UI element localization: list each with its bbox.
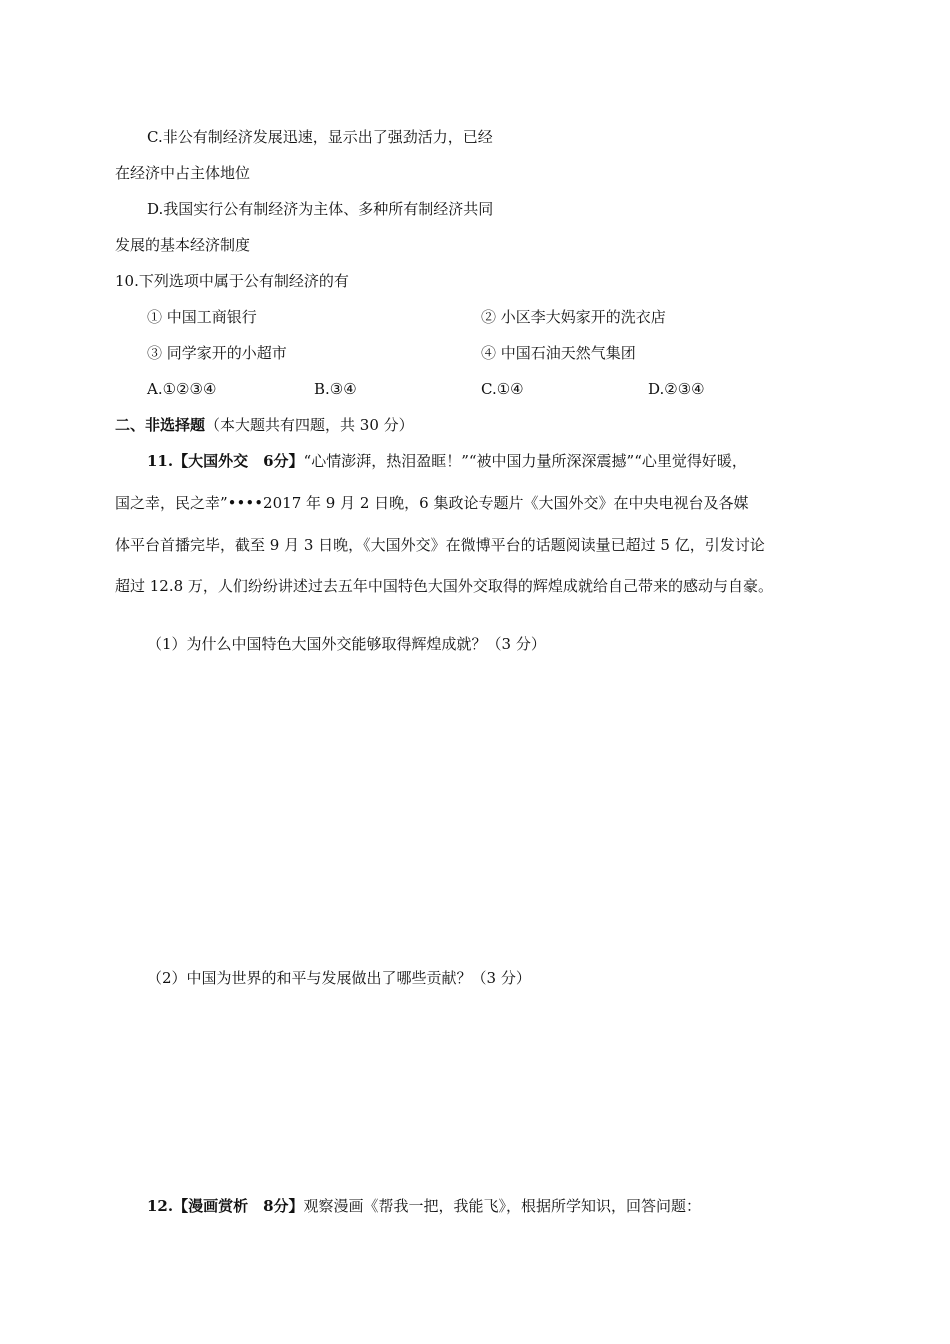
q9-option-c-line2: 在经济中占主体地位 [115,164,251,182]
q11-line3: 体平台首播完毕，截至 9 月 3 日晚，《大国外交》在微博平台的话题阅读量已超过 5 亿，引发讨论 [115,536,765,554]
q10-stem: 10.下列选项中属于公有制经济的有 [115,272,349,290]
q10-item-4: ④ 中国石油天然气集团 [481,344,636,362]
q10-item-3: ③ 同学家开的小超市 [147,344,287,362]
q12-stem [147,1196,701,1216]
q9-option-d-line2: 发展的基本经济制度 [115,236,251,254]
q9-option-d-line1: D.我国实行公有制经济为主体、多种所有制经济共同 [147,200,494,218]
q11-subquestion-2: （2）中国为世界的和平与发展做出了哪些贡献？（3 分） [147,969,531,987]
section-heading [115,415,414,435]
q10-choice-b: B.③④ [314,380,357,398]
q10-choice-c: C.①④ [481,380,524,398]
q10-choice-d: D.②③④ [648,380,705,398]
q11-line4: 超过 12.8 万，人们纷纷讲述过去五年中国特色大国外交取得的辉煌成就给自己带来的感动与自豪。 [115,577,773,595]
q11-subquestion-1: （1）为什么中国特色大国外交能够取得辉煌成就？（3 分） [147,635,546,653]
q9-option-c-line1: C.非公有制经济发展迅速，显示出了强劲活力，已经 [147,128,493,146]
q10-item-1: ① 中国工商银行 [147,308,257,326]
q10-choice-a: A.①②③④ [147,380,217,398]
q11-line1 [147,451,747,471]
q12-tag: 12.【漫画赏析 8分】 [147,1197,304,1215]
section-note: （本大题共有四题，共 30 分） [205,416,414,434]
q10-item-2: ② 小区李大妈家开的洗衣店 [481,308,666,326]
section-title: 二、非选择题 [115,416,206,434]
q11-tag: 11.【大国外交 6分】 [147,452,304,470]
q12-text: 观察漫画《帮我一把，我能飞》，根据所学知识，回答问题： [303,1197,702,1215]
q11-line1-text: “心情澎湃，热泪盈眶！”“被中国力量所深深震撼”“心里觉得好暖， [303,452,747,470]
q11-line2: 国之幸，民之幸”••••2017 年 9 月 2 日晚，6 集政论专题片《大国外交》在中央电视台及各媒 [115,494,749,512]
